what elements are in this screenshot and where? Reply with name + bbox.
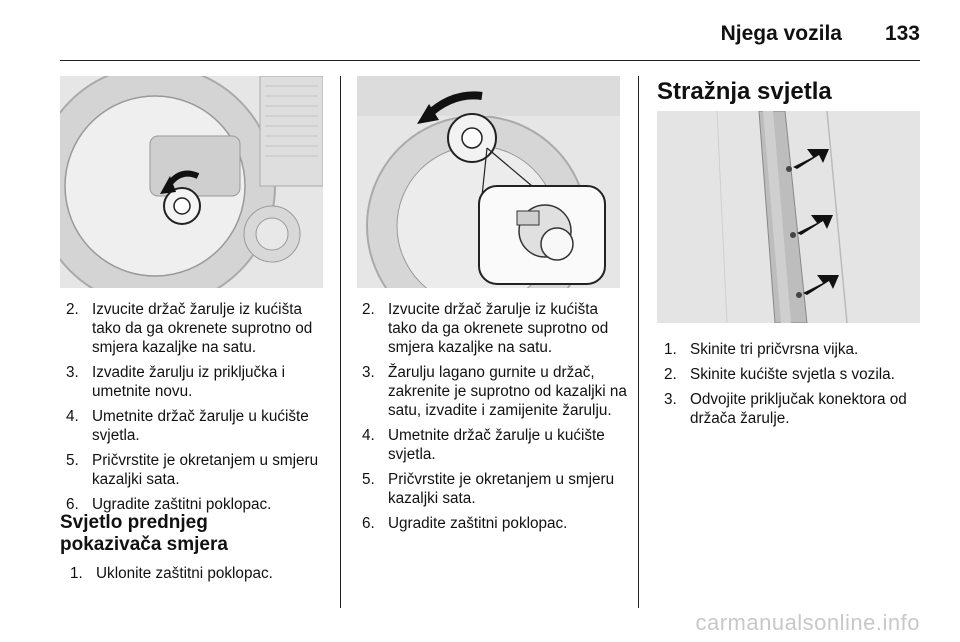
left-steps-list bbox=[66, 300, 328, 520]
list-item: 3. Izvadite žarulju iz priključka i umetnite novu. bbox=[66, 364, 285, 400]
list-item: 6. Ugradite zaštitni poklopac. bbox=[66, 496, 272, 513]
list-item: 2. Izvucite držač žarulje iz kućišta tako da ga okrenete suprotno od smjera kazaljke na satu. bbox=[66, 301, 313, 356]
list-item: 2. Skinite kućište svjetla s vozila. bbox=[664, 366, 895, 383]
list-item: 5. Pričvrstite je okretanjem u smjeru kazaljki sata. bbox=[362, 471, 615, 507]
list-item: 5. Pričvrstite je okretanjem u smjeru kazaljki sata. bbox=[66, 452, 319, 488]
watermark: carmanualsonline.info bbox=[695, 610, 920, 635]
middle-steps-list bbox=[362, 300, 627, 539]
list-item: 1. Uklonite zaštitni poklopac. bbox=[70, 565, 273, 582]
bulb-removal-illustration bbox=[357, 76, 620, 288]
rear-light-screws-illustration bbox=[657, 111, 920, 323]
list-item: 1. Skinite tri pričvrsna vijka. bbox=[664, 341, 859, 358]
page-title: Njega vozila bbox=[720, 22, 842, 45]
list-item: 3. Žarulju lagano gurnite u držač, zakrenite je suprotno od kazaljki na satu, izvadite i zamijenite žarulju. bbox=[362, 364, 627, 419]
column-divider-1 bbox=[340, 76, 341, 608]
list-item: 4. Umetnite držač žarulje u kućište svjetla. bbox=[66, 408, 309, 444]
section-subheading: Svjetlo prednjeg pokazivača smjera bbox=[60, 512, 228, 555]
column-divider-2 bbox=[638, 76, 639, 608]
list-item: 4. Umetnite držač žarulje u kućište svjetla. bbox=[362, 427, 605, 463]
list-item: 6. Ugradite zaštitni poklopac. bbox=[362, 515, 568, 532]
list-item: 3. Odvojite priključak konektora od držača žarulje. bbox=[664, 391, 907, 427]
section-heading: Stražnja svjetla bbox=[657, 78, 832, 105]
left-substeps-list bbox=[70, 564, 332, 589]
page-number: 133 bbox=[884, 22, 920, 45]
page-header bbox=[60, 0, 920, 61]
list-item: 2. Izvucite držač žarulje iz kućišta tako da ga okrenete suprotno od smjera kazaljke na satu. bbox=[362, 301, 609, 356]
front-lamp-bulb-holder-illustration bbox=[60, 76, 323, 288]
right-steps-list bbox=[664, 340, 924, 434]
